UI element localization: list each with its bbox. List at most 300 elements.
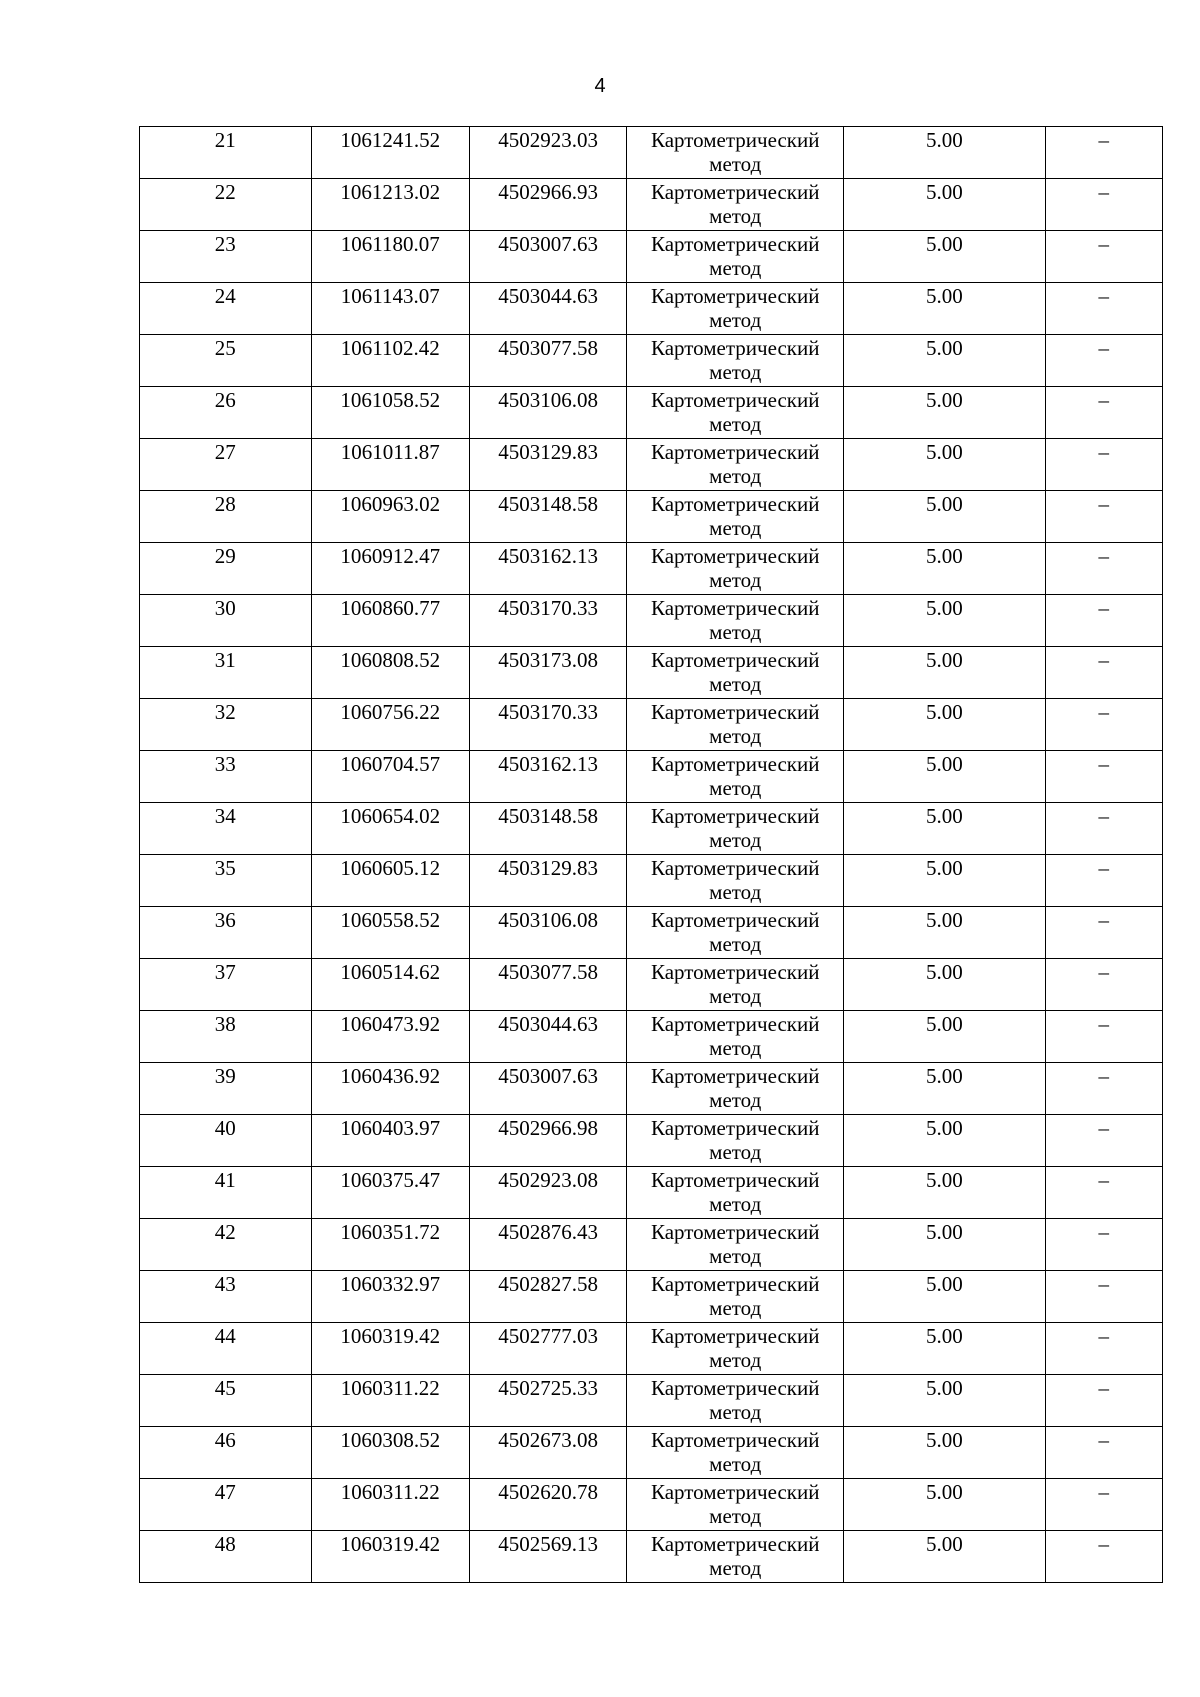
- y-coordinate-cell: [469, 387, 626, 439]
- method-cell: [627, 1375, 844, 1427]
- accuracy-text: 5.00: [925, 284, 963, 308]
- description-cell: [1045, 439, 1162, 491]
- y-coordinate-text: 4503148.58: [498, 492, 599, 516]
- x-coordinate-cell: [311, 283, 469, 335]
- y-coordinate-text: 4503173.08: [498, 648, 599, 672]
- y-coordinate-text: 4503106.08: [498, 388, 599, 412]
- table-row: [140, 1219, 1163, 1271]
- method-text: Картометрический метод: [650, 1532, 820, 1580]
- point-number-cell: [140, 1063, 312, 1115]
- table-row: [140, 1115, 1163, 1167]
- point-number-cell: [140, 127, 312, 179]
- description-text: –: [1098, 700, 1110, 724]
- description-cell: [1045, 699, 1162, 751]
- x-coordinate-text: 1061058.52: [340, 388, 441, 412]
- description-cell: [1045, 543, 1162, 595]
- accuracy-text: 5.00: [925, 596, 963, 620]
- accuracy-text: 5.00: [925, 232, 963, 256]
- method-text: Картометрический метод: [650, 1220, 820, 1268]
- description-text: –: [1098, 1168, 1110, 1192]
- description-text: –: [1098, 908, 1110, 932]
- accuracy-text: 5.00: [925, 1272, 963, 1296]
- table-row: [140, 491, 1163, 543]
- method-text: Картометрический метод: [650, 1064, 820, 1112]
- point-number-cell: [140, 647, 312, 699]
- x-coordinate-text: 1060860.77: [340, 596, 441, 620]
- x-coordinate-cell: [311, 439, 469, 491]
- y-coordinate-cell: [469, 751, 626, 803]
- point-number-text: 43: [214, 1272, 236, 1296]
- method-text: Картометрический метод: [650, 284, 820, 332]
- y-coordinate-cell: [469, 1479, 626, 1531]
- description-text: –: [1098, 856, 1110, 880]
- method-cell: [627, 1219, 844, 1271]
- x-coordinate-cell: [311, 127, 469, 179]
- table-row: [140, 803, 1163, 855]
- accuracy-text: 5.00: [925, 1532, 963, 1556]
- y-coordinate-text: 4503148.58: [498, 804, 599, 828]
- description-cell: [1045, 595, 1162, 647]
- description-cell: [1045, 1531, 1162, 1583]
- coordinates-table: [139, 126, 1163, 1583]
- table-row: [140, 1167, 1163, 1219]
- description-cell: [1045, 1167, 1162, 1219]
- point-number-text: 24: [214, 284, 236, 308]
- method-text: Картометрический метод: [650, 232, 820, 280]
- y-coordinate-text: 4503044.63: [498, 1012, 599, 1036]
- method-text: Картометрический метод: [650, 336, 820, 384]
- accuracy-text: 5.00: [925, 1116, 963, 1140]
- point-number-text: 48: [214, 1532, 236, 1556]
- y-coordinate-cell: [469, 959, 626, 1011]
- accuracy-cell: [844, 855, 1046, 907]
- accuracy-text: 5.00: [925, 180, 963, 204]
- x-coordinate-cell: [311, 907, 469, 959]
- x-coordinate-text: 1060311.22: [340, 1376, 440, 1400]
- description-cell: [1045, 751, 1162, 803]
- x-coordinate-cell: [311, 1323, 469, 1375]
- point-number-cell: [140, 907, 312, 959]
- point-number-text: 38: [214, 1012, 236, 1036]
- x-coordinate-text: 1061011.87: [340, 440, 440, 464]
- description-cell: [1045, 1375, 1162, 1427]
- point-number-text: 30: [214, 596, 236, 620]
- x-coordinate-text: 1061213.02: [340, 180, 441, 204]
- y-coordinate-text: 4503170.33: [498, 700, 599, 724]
- description-cell: [1045, 387, 1162, 439]
- table-row: [140, 439, 1163, 491]
- x-coordinate-text: 1060756.22: [340, 700, 441, 724]
- y-coordinate-cell: [469, 1115, 626, 1167]
- x-coordinate-text: 1060332.97: [340, 1272, 441, 1296]
- x-coordinate-cell: [311, 231, 469, 283]
- point-number-text: 36: [214, 908, 236, 932]
- method-text: Картометрический метод: [650, 752, 820, 800]
- description-text: –: [1098, 544, 1110, 568]
- method-text: Картометрический метод: [650, 908, 820, 956]
- y-coordinate-cell: [469, 803, 626, 855]
- x-coordinate-cell: [311, 751, 469, 803]
- description-cell: [1045, 907, 1162, 959]
- accuracy-text: 5.00: [925, 1324, 963, 1348]
- accuracy-text: 5.00: [925, 1064, 963, 1088]
- accuracy-cell: [844, 1531, 1046, 1583]
- method-cell: [627, 595, 844, 647]
- accuracy-cell: [844, 595, 1046, 647]
- point-number-text: 27: [214, 440, 236, 464]
- method-text: Картометрический метод: [650, 1324, 820, 1372]
- method-cell: [627, 1063, 844, 1115]
- method-text: Картометрический метод: [650, 1272, 820, 1320]
- description-cell: [1045, 803, 1162, 855]
- x-coordinate-text: 1060351.72: [340, 1220, 441, 1244]
- y-coordinate-cell: [469, 283, 626, 335]
- y-coordinate-text: 4502966.98: [498, 1116, 599, 1140]
- y-coordinate-cell: [469, 699, 626, 751]
- accuracy-cell: [844, 231, 1046, 283]
- point-number-cell: [140, 595, 312, 647]
- y-coordinate-text: 4502923.03: [498, 128, 599, 152]
- method-cell: [627, 1427, 844, 1479]
- point-number-cell: [140, 1479, 312, 1531]
- x-coordinate-cell: [311, 491, 469, 543]
- accuracy-cell: [844, 1063, 1046, 1115]
- description-cell: [1045, 1427, 1162, 1479]
- y-coordinate-cell: [469, 1375, 626, 1427]
- description-text: –: [1098, 1376, 1110, 1400]
- x-coordinate-text: 1060375.47: [340, 1168, 441, 1192]
- x-coordinate-text: 1060319.42: [340, 1532, 441, 1556]
- point-number-text: 21: [214, 128, 236, 152]
- table-row: [140, 855, 1163, 907]
- point-number-text: 32: [214, 700, 236, 724]
- description-cell: [1045, 335, 1162, 387]
- accuracy-text: 5.00: [925, 492, 963, 516]
- y-coordinate-cell: [469, 1167, 626, 1219]
- method-cell: [627, 491, 844, 543]
- table-row: [140, 699, 1163, 751]
- point-number-text: 39: [214, 1064, 236, 1088]
- description-text: –: [1098, 804, 1110, 828]
- x-coordinate-cell: [311, 1063, 469, 1115]
- y-coordinate-cell: [469, 231, 626, 283]
- point-number-text: 34: [214, 804, 236, 828]
- point-number-text: 44: [214, 1324, 236, 1348]
- y-coordinate-text: 4502827.58: [498, 1272, 599, 1296]
- table-row: [140, 1427, 1163, 1479]
- point-number-cell: [140, 543, 312, 595]
- accuracy-cell: [844, 439, 1046, 491]
- y-coordinate-cell: [469, 1323, 626, 1375]
- x-coordinate-cell: [311, 387, 469, 439]
- point-number-cell: [140, 439, 312, 491]
- point-number-cell: [140, 1323, 312, 1375]
- y-coordinate-cell: [469, 1271, 626, 1323]
- x-coordinate-cell: [311, 179, 469, 231]
- method-cell: [627, 855, 844, 907]
- x-coordinate-text: 1060558.52: [340, 908, 441, 932]
- accuracy-text: 5.00: [925, 752, 963, 776]
- method-cell: [627, 1167, 844, 1219]
- description-text: –: [1098, 128, 1110, 152]
- x-coordinate-text: 1060514.62: [340, 960, 441, 984]
- accuracy-cell: [844, 1323, 1046, 1375]
- point-number-text: 29: [214, 544, 236, 568]
- y-coordinate-cell: [469, 439, 626, 491]
- x-coordinate-text: 1060704.57: [340, 752, 441, 776]
- accuracy-cell: [844, 1219, 1046, 1271]
- y-coordinate-text: 4502620.78: [498, 1480, 599, 1504]
- method-cell: [627, 699, 844, 751]
- y-coordinate-text: 4503106.08: [498, 908, 599, 932]
- accuracy-cell: [844, 1479, 1046, 1531]
- y-coordinate-text: 4503077.58: [498, 960, 599, 984]
- accuracy-cell: [844, 1115, 1046, 1167]
- table-row: [140, 1531, 1163, 1583]
- x-coordinate-cell: [311, 647, 469, 699]
- description-text: –: [1098, 1324, 1110, 1348]
- method-text: Картометрический метод: [650, 700, 820, 748]
- table-row: [140, 751, 1163, 803]
- accuracy-cell: [844, 179, 1046, 231]
- method-text: Картометрический метод: [650, 1428, 820, 1476]
- y-coordinate-text: 4502725.33: [498, 1376, 599, 1400]
- x-coordinate-cell: [311, 855, 469, 907]
- table-row: [140, 907, 1163, 959]
- y-coordinate-cell: [469, 127, 626, 179]
- table-row: [140, 1323, 1163, 1375]
- table-row: [140, 387, 1163, 439]
- method-cell: [627, 1271, 844, 1323]
- x-coordinate-cell: [311, 335, 469, 387]
- point-number-text: 40: [214, 1116, 236, 1140]
- point-number-cell: [140, 335, 312, 387]
- y-coordinate-cell: [469, 1427, 626, 1479]
- y-coordinate-text: 4503162.13: [498, 752, 599, 776]
- method-cell: [627, 803, 844, 855]
- description-text: –: [1098, 336, 1110, 360]
- accuracy-text: 5.00: [925, 960, 963, 984]
- y-coordinate-text: 4503129.83: [498, 856, 599, 880]
- y-coordinate-cell: [469, 855, 626, 907]
- method-text: Картометрический метод: [650, 804, 820, 852]
- x-coordinate-text: 1061143.07: [340, 284, 440, 308]
- method-text: Картометрический метод: [650, 128, 820, 176]
- x-coordinate-text: 1061180.07: [340, 232, 440, 256]
- point-number-cell: [140, 699, 312, 751]
- point-number-text: 22: [214, 180, 236, 204]
- x-coordinate-cell: [311, 1271, 469, 1323]
- page-number: 4: [594, 75, 606, 97]
- x-coordinate-cell: [311, 1427, 469, 1479]
- x-coordinate-text: 1060912.47: [340, 544, 441, 568]
- method-text: Картометрический метод: [650, 388, 820, 436]
- description-text: –: [1098, 1480, 1110, 1504]
- method-text: Картометрический метод: [650, 440, 820, 488]
- method-text: Картометрический метод: [650, 1480, 820, 1528]
- method-cell: [627, 1115, 844, 1167]
- description-text: –: [1098, 1220, 1110, 1244]
- point-number-cell: [140, 491, 312, 543]
- point-number-cell: [140, 1167, 312, 1219]
- accuracy-text: 5.00: [925, 700, 963, 724]
- accuracy-cell: [844, 1271, 1046, 1323]
- method-text: Картометрический метод: [650, 544, 820, 592]
- accuracy-text: 5.00: [925, 1428, 963, 1452]
- description-text: –: [1098, 1272, 1110, 1296]
- y-coordinate-text: 4502569.13: [498, 1532, 599, 1556]
- description-text: –: [1098, 1064, 1110, 1088]
- table-row: [140, 1375, 1163, 1427]
- accuracy-cell: [844, 491, 1046, 543]
- y-coordinate-text: 4502923.08: [498, 1168, 599, 1192]
- x-coordinate-text: 1060654.02: [340, 804, 441, 828]
- y-coordinate-cell: [469, 1011, 626, 1063]
- point-number-text: 46: [214, 1428, 236, 1452]
- y-coordinate-text: 4502777.03: [498, 1324, 599, 1348]
- method-cell: [627, 231, 844, 283]
- y-coordinate-cell: [469, 907, 626, 959]
- description-cell: [1045, 127, 1162, 179]
- point-number-cell: [140, 179, 312, 231]
- x-coordinate-cell: [311, 1531, 469, 1583]
- method-cell: [627, 907, 844, 959]
- method-text: Картометрический метод: [650, 1168, 820, 1216]
- x-coordinate-text: 1060605.12: [340, 856, 441, 880]
- y-coordinate-text: 4502673.08: [498, 1428, 599, 1452]
- method-cell: [627, 1531, 844, 1583]
- method-text: Картометрический метод: [650, 960, 820, 1008]
- point-number-text: 45: [214, 1376, 236, 1400]
- x-coordinate-cell: [311, 1479, 469, 1531]
- x-coordinate-text: 1060311.22: [340, 1480, 440, 1504]
- y-coordinate-cell: [469, 335, 626, 387]
- description-text: –: [1098, 960, 1110, 984]
- x-coordinate-cell: [311, 1115, 469, 1167]
- x-coordinate-cell: [311, 1219, 469, 1271]
- accuracy-cell: [844, 907, 1046, 959]
- y-coordinate-text: 4503129.83: [498, 440, 599, 464]
- description-text: –: [1098, 1012, 1110, 1036]
- description-text: –: [1098, 180, 1110, 204]
- method-text: Картометрический метод: [650, 596, 820, 644]
- y-coordinate-text: 4503007.63: [498, 232, 599, 256]
- y-coordinate-text: 4503044.63: [498, 284, 599, 308]
- description-text: –: [1098, 1116, 1110, 1140]
- accuracy-cell: [844, 959, 1046, 1011]
- y-coordinate-cell: [469, 179, 626, 231]
- x-coordinate-cell: [311, 1011, 469, 1063]
- y-coordinate-text: 4503077.58: [498, 336, 599, 360]
- description-text: –: [1098, 492, 1110, 516]
- method-cell: [627, 387, 844, 439]
- accuracy-cell: [844, 1375, 1046, 1427]
- description-text: –: [1098, 1428, 1110, 1452]
- point-number-cell: [140, 1115, 312, 1167]
- point-number-cell: [140, 1375, 312, 1427]
- method-cell: [627, 1011, 844, 1063]
- accuracy-text: 5.00: [925, 544, 963, 568]
- x-coordinate-text: 1061241.52: [340, 128, 441, 152]
- description-text: –: [1098, 388, 1110, 412]
- description-cell: [1045, 1063, 1162, 1115]
- method-cell: [627, 283, 844, 335]
- method-cell: [627, 127, 844, 179]
- table-row: [140, 231, 1163, 283]
- x-coordinate-text: 1060473.92: [340, 1012, 441, 1036]
- point-number-text: 35: [214, 856, 236, 880]
- y-coordinate-text: 4503170.33: [498, 596, 599, 620]
- x-coordinate-cell: [311, 959, 469, 1011]
- description-text: –: [1098, 1532, 1110, 1556]
- table-row: [140, 127, 1163, 179]
- description-cell: [1045, 855, 1162, 907]
- point-number-text: 42: [214, 1220, 236, 1244]
- x-coordinate-cell: [311, 803, 469, 855]
- point-number-cell: [140, 855, 312, 907]
- table-row: [140, 543, 1163, 595]
- point-number-text: 25: [214, 336, 236, 360]
- point-number-cell: [140, 1427, 312, 1479]
- accuracy-text: 5.00: [925, 1168, 963, 1192]
- point-number-text: 37: [214, 960, 236, 984]
- method-cell: [627, 1479, 844, 1531]
- x-coordinate-text: 1060319.42: [340, 1324, 441, 1348]
- y-coordinate-cell: [469, 595, 626, 647]
- accuracy-text: 5.00: [925, 856, 963, 880]
- y-coordinate-text: 4503007.63: [498, 1064, 599, 1088]
- point-number-text: 41: [214, 1168, 236, 1192]
- description-cell: [1045, 1271, 1162, 1323]
- accuracy-text: 5.00: [925, 336, 963, 360]
- description-cell: [1045, 1479, 1162, 1531]
- point-number-text: 31: [214, 648, 236, 672]
- accuracy-cell: [844, 1011, 1046, 1063]
- y-coordinate-cell: [469, 647, 626, 699]
- point-number-cell: [140, 387, 312, 439]
- x-coordinate-text: 1060436.92: [340, 1064, 441, 1088]
- description-cell: [1045, 283, 1162, 335]
- point-number-cell: [140, 1531, 312, 1583]
- accuracy-cell: [844, 1167, 1046, 1219]
- x-coordinate-cell: [311, 543, 469, 595]
- accuracy-cell: [844, 1427, 1046, 1479]
- description-cell: [1045, 1323, 1162, 1375]
- point-number-cell: [140, 1219, 312, 1271]
- method-text: Картометрический метод: [650, 648, 820, 696]
- description-cell: [1045, 1011, 1162, 1063]
- method-cell: [627, 335, 844, 387]
- x-coordinate-text: 1060963.02: [340, 492, 441, 516]
- accuracy-cell: [844, 283, 1046, 335]
- method-text: Картометрический метод: [650, 180, 820, 228]
- x-coordinate-text: 1061102.42: [340, 336, 440, 360]
- point-number-cell: [140, 231, 312, 283]
- table-row: [140, 1063, 1163, 1115]
- y-coordinate-cell: [469, 1531, 626, 1583]
- x-coordinate-text: 1060808.52: [340, 648, 441, 672]
- method-cell: [627, 751, 844, 803]
- y-coordinate-text: 4503162.13: [498, 544, 599, 568]
- point-number-text: 23: [214, 232, 236, 256]
- table-row: [140, 335, 1163, 387]
- accuracy-text: 5.00: [925, 1220, 963, 1244]
- description-cell: [1045, 231, 1162, 283]
- accuracy-cell: [844, 387, 1046, 439]
- description-cell: [1045, 1219, 1162, 1271]
- description-cell: [1045, 179, 1162, 231]
- accuracy-text: 5.00: [925, 1376, 963, 1400]
